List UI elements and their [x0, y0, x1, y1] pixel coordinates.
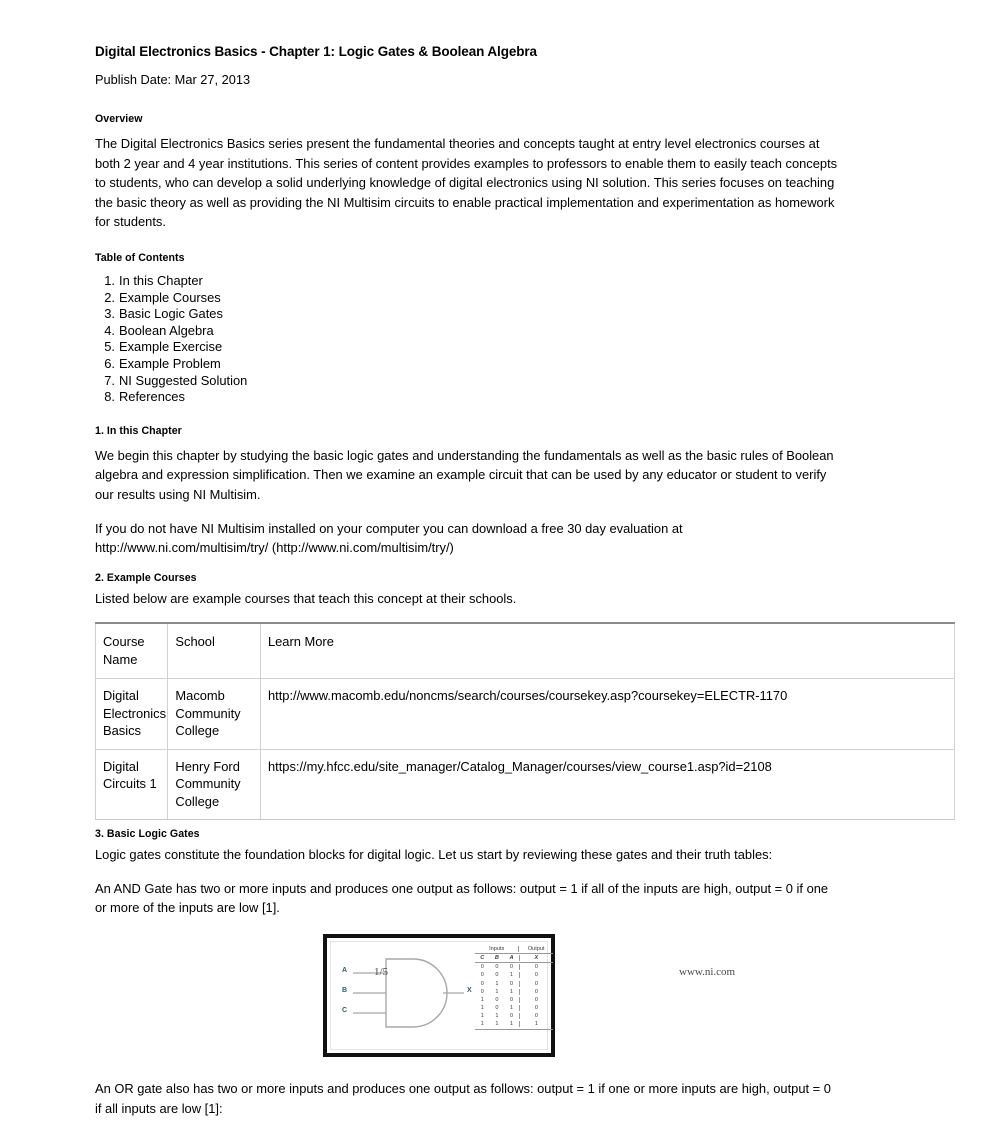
truth-table-cell: 1 — [480, 1021, 484, 1028]
toc-item-label: Example Courses — [119, 289, 221, 305]
cell-learn-more-link[interactable]: https://my.hfcc.edu/site_manager/Catalog_Manager/courses/view_course1.asp?id=2108 — [260, 749, 954, 820]
toc-item-number: 5. — [104, 339, 115, 355]
truth-table-row-inputs — [475, 1021, 520, 1027]
overview-line: to students, who can develop a solid underlying knowledge of digital electronics using NI solution. This series focuses on teaching — [95, 175, 835, 191]
overview-line: for students. — [95, 214, 166, 230]
toc-heading: Table of Contents — [95, 251, 185, 264]
truth-table-inputs-header: Inputs — [475, 946, 519, 952]
truth-table-col-c: C — [480, 955, 485, 962]
truth-table-cell-output: 0 — [534, 1005, 538, 1012]
truth-table-cell: 0 — [509, 996, 514, 1003]
truth-table-cell: 0 — [480, 988, 484, 995]
toc-item-label: In this Chapter — [119, 272, 203, 288]
truth-table-col-x: X — [534, 955, 539, 962]
section-1-line: algebra and expression simplification. Then we examine an example circuit that can be used by any educator or student to verify — [95, 467, 827, 483]
truth-table-row — [475, 988, 553, 996]
truth-table-cell: 1 — [480, 1013, 484, 1020]
truth-table-column-headers — [475, 954, 553, 963]
truth-table-cell-output: 0 — [534, 980, 538, 987]
truth-table-cell-output: 0 — [534, 988, 538, 995]
section-1-paragraph-2 — [95, 519, 995, 558]
truth-table-output-header: Output — [527, 946, 545, 953]
multisim-trial-link[interactable]: http://www.ni.com/multisim/try/ (http://www.ni.com/multisim/try/) — [95, 540, 454, 556]
truth-table-row — [475, 1004, 553, 1012]
toc-item-number: 4. — [104, 322, 115, 338]
section-3-heading: 3. Basic Logic Gates — [95, 828, 200, 841]
footer-site-url: www.ni.com — [679, 966, 736, 978]
truth-table-cell: 0 — [495, 996, 499, 1003]
truth-table-cell: 1 — [480, 1005, 484, 1012]
cell-school: Henry Ford Community College — [168, 749, 261, 820]
truth-table-col-a: A — [509, 955, 514, 962]
and-gate-figure — [323, 934, 555, 1057]
and-gate-truth-table — [475, 946, 553, 1030]
toc-item-number: 8. — [104, 389, 115, 405]
truth-table-cell: 1 — [509, 1005, 514, 1012]
table-row — [96, 679, 955, 750]
truth-table-cell: 0 — [480, 972, 484, 979]
truth-table-cell: 1 — [480, 996, 484, 1003]
truth-table-row — [475, 979, 553, 987]
truth-table-cell: 1 — [495, 988, 499, 995]
section-3-intro: Logic gates constitute the foundation blocks for digital logic. Let us start by reviewing these gates and their truth tables: — [95, 847, 773, 863]
and-gate-description — [95, 879, 995, 918]
toc-item-references[interactable] — [104, 389, 995, 406]
truth-table-row-inputs — [475, 981, 520, 987]
truth-table-row — [475, 1020, 553, 1028]
section-1-line: our results using NI Multisim. — [95, 486, 261, 502]
cell-course-name: Digital Electronics Basics — [96, 679, 168, 750]
truth-table-row — [475, 996, 553, 1004]
page-title: Digital Electronics Basics - Chapter 1: Logic Gates & Boolean Algebra — [95, 44, 537, 59]
toc-item-label: Example Exercise — [119, 339, 223, 355]
table-of-contents-section — [95, 252, 995, 406]
truth-table-cell-output: 0 — [534, 1013, 538, 1020]
or-gate-line: An OR gate also has two or more inputs and produces one output as follows: output = 1 if one or more inputs are high, output = 0 — [95, 1081, 831, 1097]
truth-table-cell: 0 — [495, 1005, 499, 1012]
truth-table-cell: 0 — [509, 980, 514, 987]
column-header-school: School — [168, 623, 261, 679]
truth-table-row-inputs — [475, 972, 520, 978]
overview-line: the basic theory as well as providing the NI Multisim circuits to enable practical implementation and experimentation as homework — [95, 194, 835, 210]
truth-table-cell: 0 — [509, 964, 514, 971]
toc-item-boolean-algebra[interactable] — [104, 322, 995, 340]
overview-paragraph — [95, 134, 995, 232]
gate-input-label-a: A — [342, 967, 348, 975]
toc-item-label: References — [119, 389, 185, 405]
section-example-courses — [95, 572, 995, 821]
overview-heading: Overview — [95, 113, 143, 125]
cell-school: Macomb Community College — [168, 679, 261, 750]
gate-output-label-x: X — [467, 987, 472, 995]
truth-table-row-inputs — [475, 964, 520, 970]
truth-table-cell: 0 — [480, 980, 484, 987]
truth-table-row-inputs — [475, 989, 520, 995]
and-gate-figure-inner — [330, 941, 548, 1050]
section-in-this-chapter — [95, 425, 995, 558]
section-1-line: We begin this chapter by studying the basic logic gates and understanding the fundamentals as well as the basic rules of Boolean — [95, 447, 834, 463]
cell-learn-more-link[interactable]: http://www.macomb.edu/noncms/search/courses/coursekey.asp?coursekey=ELECTR-1170 — [260, 679, 954, 750]
toc-item-in-this-chapter[interactable] — [104, 272, 995, 290]
toc-item-label: Basic Logic Gates — [119, 306, 223, 322]
truth-table-cell-output: 0 — [534, 972, 538, 979]
truth-table-group-headers — [475, 946, 553, 954]
table-row — [96, 749, 955, 820]
truth-table-cell: 1 — [509, 988, 514, 995]
truth-table-cell: 0 — [480, 964, 484, 971]
footer-page-number: 1/5 — [374, 966, 389, 978]
section-1-heading: 1. In this Chapter — [95, 424, 182, 437]
truth-table-cell: 0 — [509, 1013, 514, 1020]
or-gate-line: if all inputs are low [1]: — [95, 1100, 223, 1116]
truth-table-body — [475, 963, 553, 1030]
section-1-line: If you do not have NI Multisim installed on your computer you can download a free 30 day evaluation at — [95, 520, 683, 536]
truth-table-cell: 1 — [495, 1013, 499, 1020]
toc-item-example-exercise[interactable] — [104, 339, 995, 356]
overview-section — [95, 113, 995, 232]
column-header-learn-more: Learn More — [260, 623, 954, 679]
table-header-row — [96, 623, 955, 679]
truth-table-cell-output: 1 — [534, 1021, 538, 1028]
toc-item-ni-suggested-solution[interactable] — [104, 372, 995, 390]
truth-table-cell: 1 — [495, 1021, 499, 1028]
toc-item-basic-logic-gates[interactable] — [104, 306, 995, 323]
gate-input-label-b: B — [342, 987, 348, 995]
document-content — [95, 44, 995, 1132]
toc-item-number: 3. — [104, 306, 115, 322]
truth-table-row-inputs — [475, 997, 520, 1003]
section-2-heading: 2. Example Courses — [95, 571, 197, 584]
and-gate-line: An AND Gate has two or more inputs and produces one output as follows: output = 1 if all of the inputs are high, output = 0 if one — [95, 880, 829, 896]
truth-table-col-b: B — [494, 955, 499, 962]
toc-list — [95, 273, 995, 406]
cell-course-name: Digital Circuits 1 — [96, 749, 168, 820]
truth-table-cell: 1 — [509, 972, 514, 979]
gate-input-label-c: C — [342, 1007, 348, 1015]
toc-item-example-courses[interactable] — [104, 289, 995, 307]
truth-table-row — [475, 1012, 553, 1020]
and-gate-figure-wrapper — [95, 934, 745, 1057]
toc-item-label: NI Suggested Solution — [119, 372, 248, 388]
truth-table-row-inputs — [475, 1005, 520, 1011]
column-header-course-name: Course Name — [96, 623, 168, 679]
truth-table-row — [475, 963, 553, 971]
overview-line: The Digital Electronics Basics series present the fundamental theories and concepts taught at entry level electronics courses at — [95, 136, 820, 151]
truth-table-input-columns — [475, 955, 520, 961]
toc-item-number: 7. — [104, 372, 115, 388]
toc-item-label: Boolean Algebra — [119, 322, 214, 338]
section-2-intro: Listed below are example courses that teach this concept at their schools. — [95, 590, 517, 606]
overview-line: both 2 year and 4 year institutions. This series of content provides examples to professors to enable them to easily teach concepts — [95, 155, 838, 171]
toc-item-example-problem[interactable] — [104, 355, 995, 373]
truth-table-cell-output: 0 — [534, 964, 538, 971]
truth-table-cell: 1 — [509, 1021, 514, 1028]
section-1-paragraph-1 — [95, 446, 995, 505]
truth-table-cell: 1 — [495, 980, 499, 987]
truth-table-row — [475, 971, 553, 979]
truth-table-cell: 0 — [495, 964, 499, 971]
and-gate-line: or more of the inputs are low [1]. — [95, 900, 280, 916]
truth-table-cell-output: 0 — [534, 996, 538, 1003]
toc-item-number: 1. — [104, 272, 115, 288]
truth-table-cell: 0 — [495, 972, 499, 979]
example-courses-table — [95, 622, 955, 820]
publish-date: Publish Date: Mar 27, 2013 — [95, 72, 251, 87]
section-basic-logic-gates — [95, 828, 995, 1118]
toc-item-number: 2. — [104, 289, 115, 305]
toc-item-label: Example Problem — [119, 355, 221, 371]
toc-item-number: 6. — [104, 355, 115, 371]
or-gate-description — [95, 1079, 995, 1118]
truth-table-row-inputs — [475, 1013, 520, 1019]
